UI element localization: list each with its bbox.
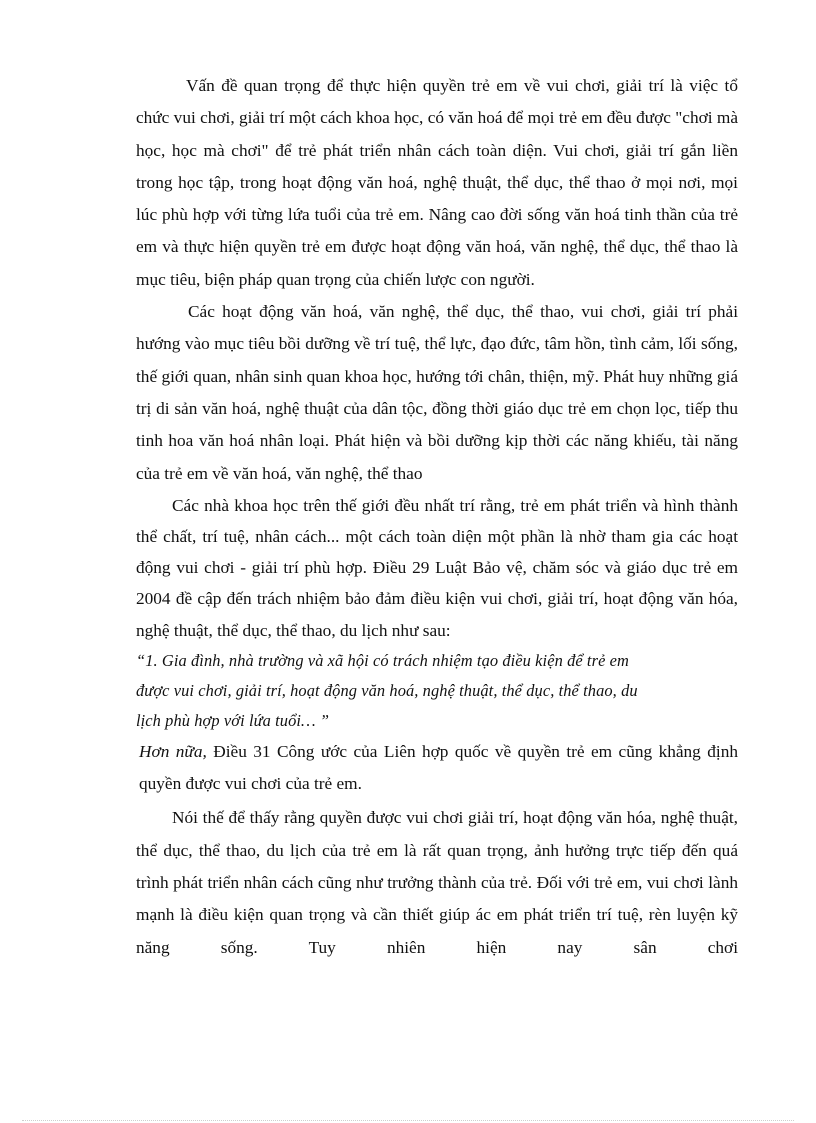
quote-line-2: được vui chơi, giải trí, hoạt động văn hoá, nghệ thuật, thể dục, thể thao, du bbox=[136, 680, 638, 700]
paragraph-4 bbox=[136, 736, 738, 801]
paragraph-5: Nói thế để thấy rằng quyền được vui chơi giải trí, hoạt động văn hóa, nghệ thuật, thể dục, thể thao, du lịch của trẻ em là rất quan trọng, ảnh hưởng trực tiếp đến quá trình phát triển nhân cách cũng như trưởng thành của trẻ. Đối với trẻ em, vui chơi lành mạnh là điều kiện quan trọng và cần thiết giúp ác em phát triển trí tuệ, rèn luyện kỹ năng sống. Tuy nhiên hiện nay sân chơi bbox=[136, 808, 738, 957]
quote-line-3: lịch phù hợp với lứa tuổi… ” bbox=[136, 710, 330, 730]
quote-block bbox=[136, 646, 738, 736]
paragraph-4-rest: Điều 31 Công ước của Liên hợp quốc về quyền trẻ em cũng khẳng định quyền được vui chơi của trẻ em. bbox=[139, 741, 738, 794]
document-page bbox=[136, 70, 738, 964]
paragraph-4-lead: Hơn nữa, bbox=[139, 741, 207, 761]
quote-line-1: “1. Gia đình, nhà trường và xã hội có trách nhiệm tạo điều kiện để trẻ em bbox=[136, 650, 629, 670]
paragraph-1: Vấn đề quan trọng để thực hiện quyền trẻ em về vui chơi, giải trí là việc tổ chức vui chơi, giải trí một cách khoa học, có văn hoá để mọi trẻ em đều được "chơi mà học, học mà chơi" để trẻ phát triển nhân cách toàn diện. Vui chơi, giải trí gắn liền trong học tập, trong hoạt động văn hoá, nghệ thuật, thể dục, thể thao ở mọi nơi, mọi lúc phù hợp với từng lứa tuổi của trẻ em. Nâng cao đời sống văn hoá tinh thần của trẻ em và thực hiện quyền trẻ em được hoạt động văn hoá, văn nghệ, thể dục, thể thao là mục tiêu, biện pháp quan trọng của chiến lược con người. bbox=[136, 76, 738, 289]
paragraph-3: Các nhà khoa học trên thế giới đều nhất trí rằng, trẻ em phát triển và hình thành thể chất, trí tuệ, nhân cách... một cách toàn diện một phần là nhờ tham gia các hoạt động vui chơi - giải trí phù hợp. Điều 29 Luật Bảo vệ, chăm sóc và giáo dục trẻ em 2004 đề cập đến trách nhiệm bảo đảm điều kiện vui chơi, giải trí, hoạt động văn hóa, nghệ thuật, thể dục, thể thao, du lịch như sau: bbox=[136, 495, 738, 640]
paragraph-2: Các hoạt động văn hoá, văn nghệ, thể dục, thể thao, vui chơi, giải trí phải hướng vào mục tiêu bồi dưỡng về trí tuệ, thể lực, đạo đức, tâm hồn, tình cảm, lối sống, thế giới quan, nhân sinh quan khoa học, hướng tới chân, thiện, mỹ. Phát huy những giá trị di sản văn hoá, nghệ thuật của dân tộc, đồng thời giáo dục trẻ em chọn lọc, tiếp thu tinh hoa văn hoá nhân loại. Phát hiện và bồi dưỡng kịp thời các năng khiếu, tài năng của trẻ em về văn hoá, văn nghệ, thể thao bbox=[136, 302, 738, 483]
page-bottom-divider bbox=[22, 1120, 794, 1121]
